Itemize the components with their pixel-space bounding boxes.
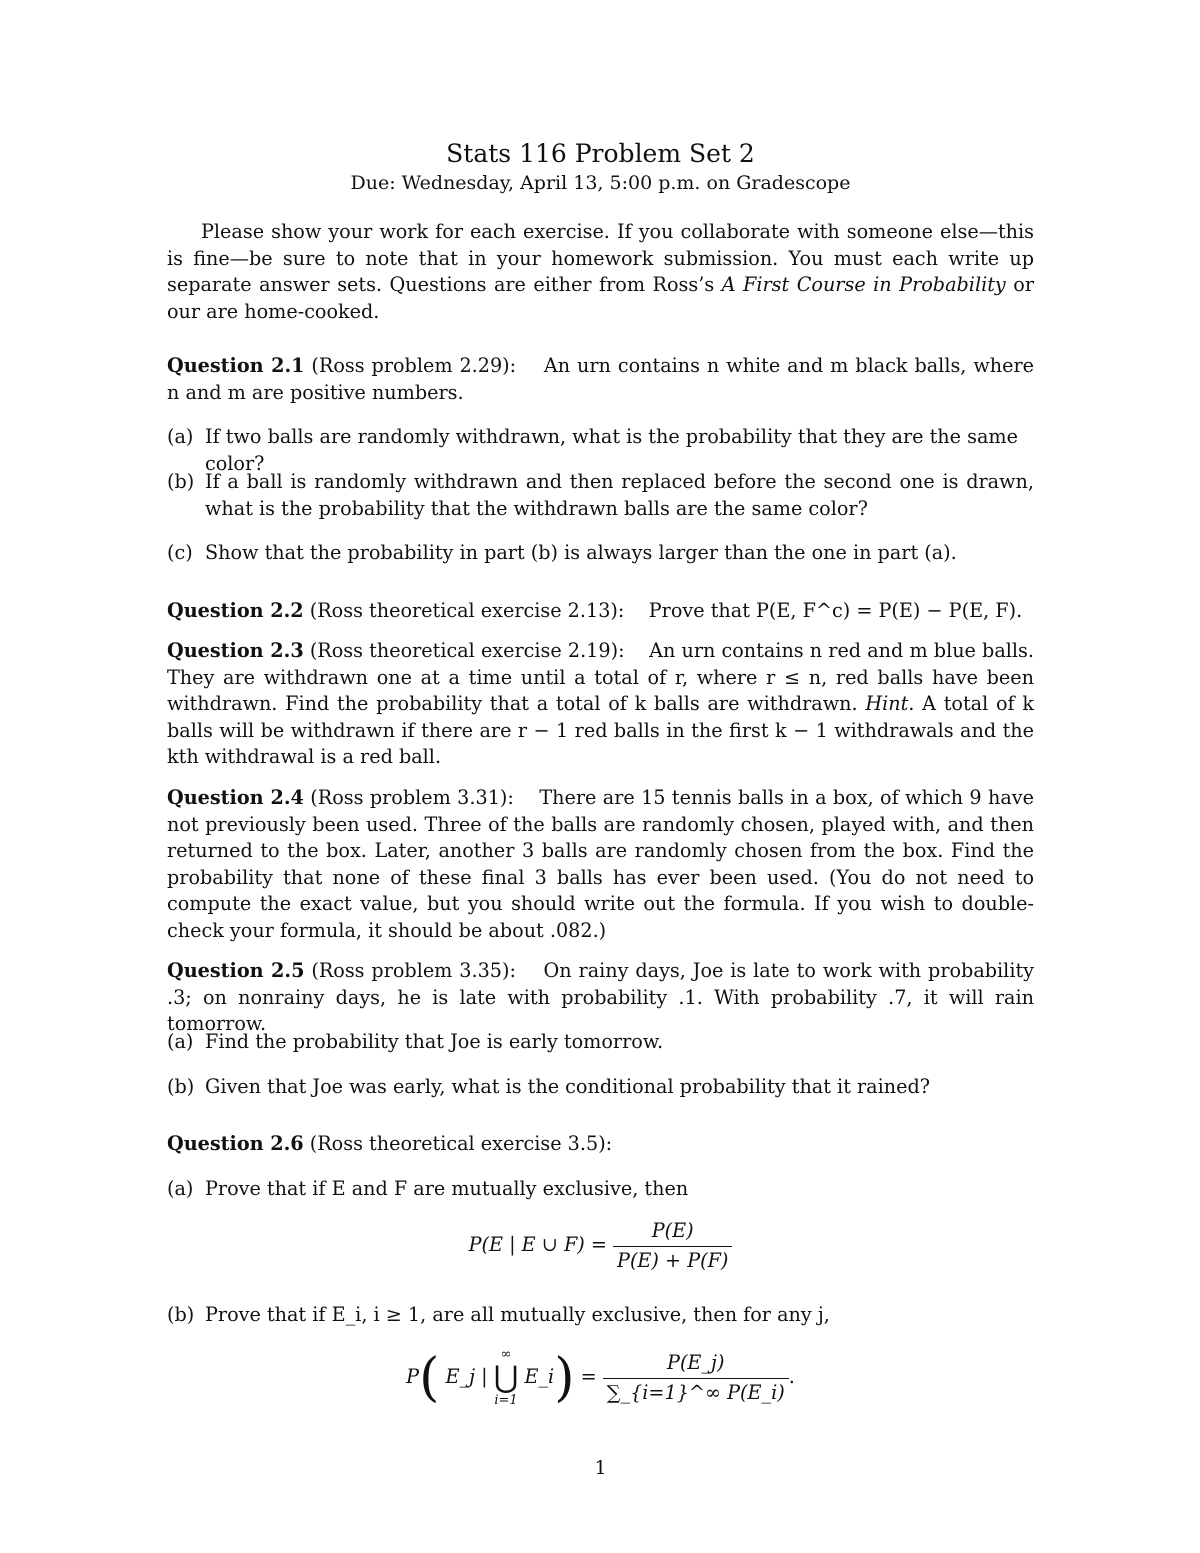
union-symbol: ⋃ (493, 1360, 519, 1395)
question-source: (Ross problem 3.35): (304, 959, 516, 982)
question-source: (Ross theoretical exercise 2.13): (303, 599, 625, 622)
fraction-denominator: P(E) + P(F) (617, 1248, 729, 1272)
part-label: (a) (167, 1030, 194, 1053)
part-text: If two balls are randomly withdrawn, what is the probability that they are the same color? (205, 425, 1018, 475)
question-text: An urn contains n white and m black balls, where n and m are positive numbers. (167, 354, 1035, 404)
equals-sign: = (580, 1365, 597, 1388)
equation-conditional (167, 1218, 1034, 1274)
intro-text: Please show your work for each exercise. If you collaborate with someone else—this is fine—be sure to note that in your homework submission. You must each write up separate answer sets. Questions are either from Ross’s (167, 220, 1034, 297)
equation-fraction (613, 1218, 732, 1274)
equation-period: . (788, 1365, 795, 1388)
document-title: Stats 116 Problem Set 2 (446, 139, 755, 168)
document-page (167, 0, 1034, 1553)
part-c (167, 540, 1034, 567)
part-b (167, 469, 1034, 522)
question-2-1 (167, 353, 1034, 406)
question-heading: Question 2.2 (167, 599, 304, 622)
fraction-numerator: P(E_j) (603, 1350, 789, 1379)
part-text: Prove that if E and F are mutually exclusive, then (205, 1177, 689, 1200)
part-text: Show that the probability in part (b) is always larger than the one in part (a). (205, 541, 957, 564)
fraction-denominator: ∑_{i=1}^∞ P(E_i) (606, 1380, 785, 1404)
question-source: (Ross problem 3.31): (303, 786, 514, 809)
part-b (167, 1074, 1034, 1101)
part-a (167, 1176, 1034, 1203)
question-source: (Ross theoretical exercise 2.19): (303, 639, 625, 662)
intro-text-end: or our are home-cooked. (167, 273, 1035, 323)
fraction-numerator: P(E) (613, 1218, 732, 1247)
question-text: Prove that P(E, F^c) = P(E) − P(E, F). (648, 599, 1023, 622)
question-heading: Question 2.6 (167, 1132, 304, 1155)
part-text: Find the probability that Joe is early tomorrow. (205, 1030, 664, 1053)
part-text: Given that Joe was early, what is the conditional probability that it rained? (205, 1075, 931, 1098)
part-label: (c) (167, 541, 193, 564)
part-label: (b) (167, 470, 195, 493)
equation-fraction (603, 1350, 789, 1406)
part-a (167, 1029, 1034, 1056)
union-lower-limit: i=1 (494, 1393, 518, 1408)
part-b (167, 1302, 1034, 1329)
part-label: (a) (167, 425, 194, 448)
page-number: 1 (594, 1457, 607, 1479)
question-2-5 (167, 958, 1034, 1038)
question-heading: Question 2.3 (167, 639, 304, 662)
union-operator (494, 1346, 519, 1410)
union-upper-limit: ∞ (500, 1347, 512, 1362)
part-label: (a) (167, 1177, 194, 1200)
question-heading: Question 2.5 (167, 959, 305, 982)
question-source: (Ross problem 2.29): (304, 354, 517, 377)
hint-label: Hint. (865, 692, 915, 716)
question-text: On rainy days, Joe is late to work with probability .3; on nonrainy days, he is late with probability .1. With probability .7, it will rain tomorrow. (167, 959, 1035, 1036)
question-2-2 (167, 598, 1034, 625)
question-heading: Question 2.4 (167, 786, 304, 809)
question-text: There are 15 tennis balls in a box, of which 9 have not previously been used. Three of the balls are randomly chosen, played with, and then returned to the box. Later, another 3 balls are randomly chosen from the box. Find the probability that none of these final 3 balls has ever been used. (You do not need to compute the exact value, but you should write out the formula. If you wish to double-check your formula, it should be about .082.) (167, 786, 1034, 942)
intro-paragraph (167, 219, 1034, 325)
question-2-6 (167, 1131, 1034, 1158)
equation-union (167, 1346, 1034, 1410)
question-2-3 (167, 638, 1034, 771)
question-text: An urn contains n red and m blue balls. They are withdrawn one at a time until a total of r, where r ≤ n, red balls have been withdrawn. Find the probability that a total of k balls are withdrawn. (167, 639, 1034, 716)
part-text: If a ball is randomly withdrawn and then replaced before the second one is drawn, what is the probability that the withdrawn balls are the same color? (205, 470, 1034, 520)
part-text: Prove that if E_i, i ≥ 1, are all mutually exclusive, then for any j, (205, 1303, 830, 1326)
due-date-line: Due: Wednesday, April 13, 5:00 p.m. on Gradescope (350, 172, 851, 194)
hint-text: A total of k balls will be withdrawn if there are r − 1 red balls in the first k − 1 withdrawals and the kth withdrawal is a red ball. (167, 692, 1034, 769)
equation-p: P (406, 1365, 420, 1388)
question-source: (Ross theoretical exercise 3.5): (303, 1132, 613, 1155)
part-label: (b) (167, 1303, 195, 1326)
left-paren: ( (419, 1348, 440, 1408)
part-label: (b) (167, 1075, 195, 1098)
equation-lhs: P(E | E ∪ F) = (468, 1233, 607, 1257)
equation-inner-left: E_j | (445, 1365, 488, 1388)
book-title: A First Course in Probability (721, 273, 1006, 297)
equation-inner-right: E_i (524, 1365, 555, 1388)
question-2-4 (167, 785, 1034, 945)
question-heading: Question 2.1 (167, 354, 305, 377)
right-paren: ) (554, 1348, 575, 1408)
